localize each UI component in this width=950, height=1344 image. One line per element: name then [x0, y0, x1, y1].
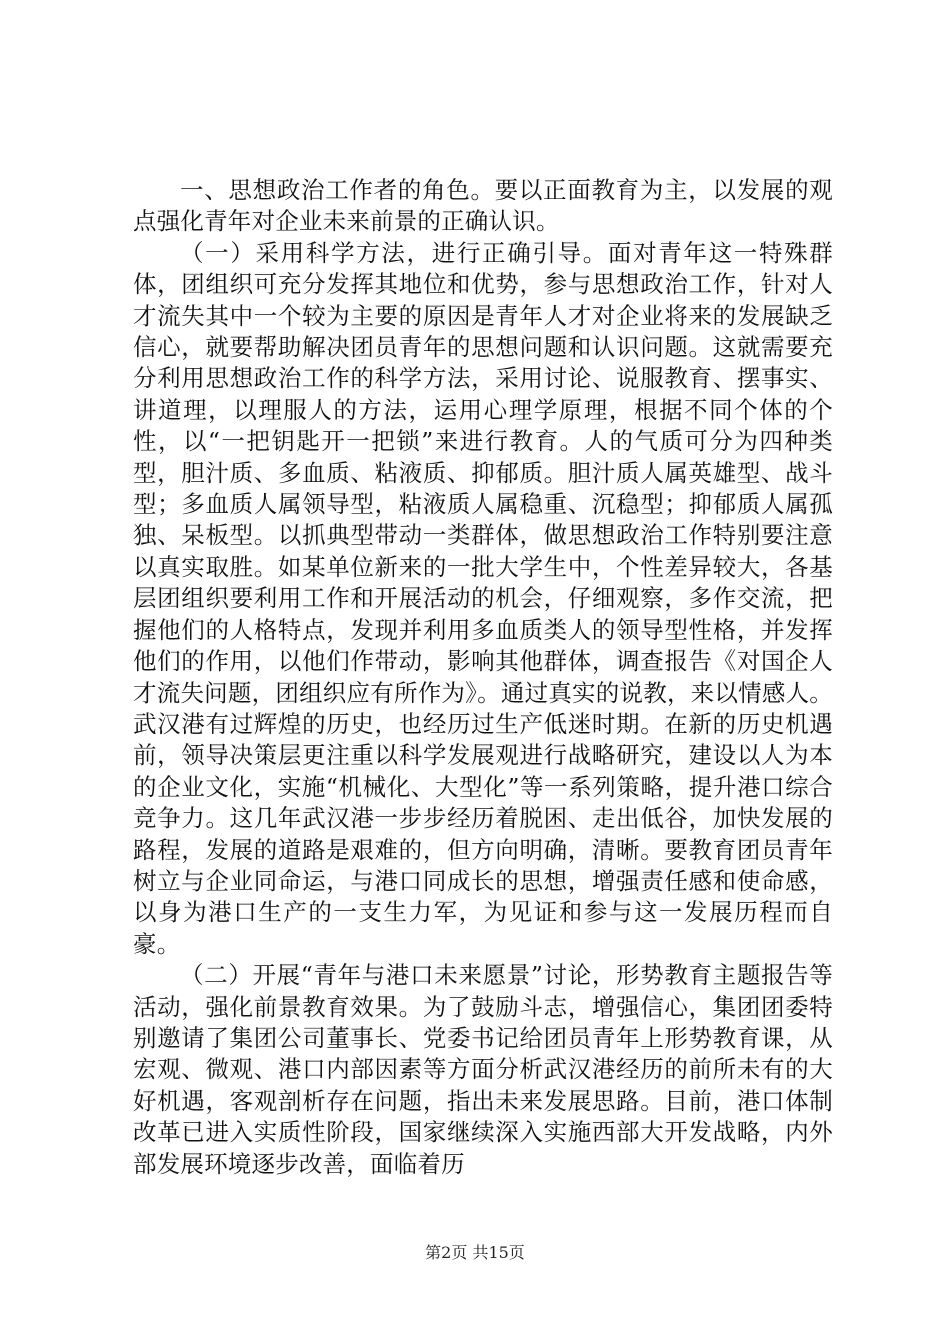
paragraph-3: （二）开展“青年与港口未来愿景”讨论，形势教育主题报告等活动，强化前景教育效果。为了鼓励斗志，增强信心，集团团委特别邀请了集团公司董事长、党委书记给团员青年上形势教育课，从宏观、微观、港口内部因素等方面分析武汉港经历的前所未有的大好机遇，客观剖析存在问题，指出未来发展思路。目前，港口体制改革已进入实质性阶段，国家继续深入实施西部大开发战略，内外部发展环境逐步改善，面临着历 [133, 961, 833, 1178]
page-number-label: 第2页 共15页 [425, 1243, 525, 1262]
paragraph-1: 一、思想政治工作者的角色。要以正面教育为主，以发展的观点强化青年对企业未来前景的正确认识。 [133, 176, 833, 236]
page-footer [0, 1243, 950, 1263]
body-text [133, 175, 833, 1180]
paragraph-2: （一）采用科学方法，进行正确引导。面对青年这一特殊群体，团组织可充分发挥其地位和优势，参与思想政治工作，针对人才流失其中一个较为主要的原因是青年人才对企业将来的发展缺乏信心，就要帮助解决团员青年的思想问题和认识问题。这就需要充分利用思想政治工作的科学方法，采用讨论、说服教育、摆事实、讲道理，以理服人的方法，运用心理学原理，根据不同个体的个性，以“一把钥匙开一把锁”来进行教育。人的气质可分为四种类型，胆汁质、多血质、粘液质、抑郁质。胆汁质人属英雄型、战斗型；多血质人属领导型，粘液质人属稳重、沉稳型；抑郁质人属孤独、呆板型。以抓典型带动一类群体，做思想政治工作特别要注意以真实取胜。如某单位新来的一批大学生中，个性差异较大，各基层团组织要利用工作和开展活动的机会，仔细观察，多作交流，把握他们的人格特点，发现并利用多血质类人的领导型性格，并发挥他们的作用，以他们作带动，影响其他群体，调查报告《对国企人才流失问题，团组织应有所作为》。通过真实的说教，来以情感人。武汉港有过辉煌的历史，也经历过生产低迷时期。在新的历史机遇前，领导决策层更注重以科学发展观进行战略研究，建设以人为本的企业文化，实施“机械化、大型化”等一系列策略，提升港口综合竞争力。这几年武汉港一步步经历着脱困、走出低谷，加快发展的路程，发展的道路是艰难的，但方向明确，清晰。要教育团员青年树立与企业同命运，与港口同成长的思想，增强责任感和使命感，以身为港口生产的一支生力军，为见证和参与这一发展历程而自豪。 [133, 238, 833, 958]
